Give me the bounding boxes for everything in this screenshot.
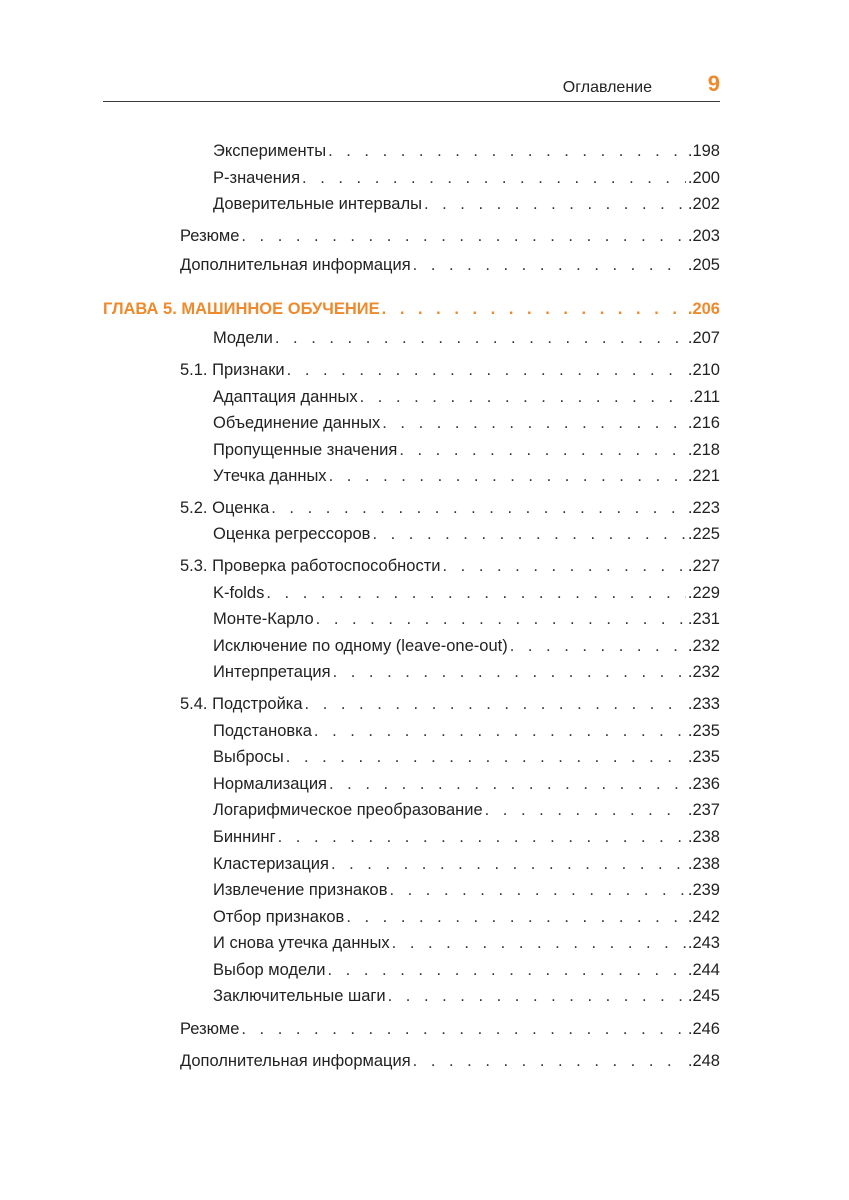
toc-entry[interactable] <box>213 934 720 956</box>
toc-entry-page: .238 <box>687 828 720 846</box>
toc-entry-page: .225 <box>687 525 720 543</box>
toc-entry[interactable] <box>213 801 720 823</box>
toc-entry-page: .231 <box>687 610 720 628</box>
toc-entry-title: Логарифмическое преобразование <box>213 801 483 819</box>
toc-entry[interactable] <box>180 256 720 278</box>
dot-leader <box>510 637 686 656</box>
toc-entry-page: .206 <box>687 300 720 318</box>
dot-leader <box>360 388 687 407</box>
dot-leader <box>287 361 686 380</box>
toc-entry-title: Эксперименты <box>213 142 327 160</box>
toc-entry-title: Кластеризация <box>213 855 329 873</box>
toc-entry-page: .239 <box>687 881 720 899</box>
toc-entry-title: Нормализация <box>213 775 327 793</box>
dot-leader <box>266 584 686 603</box>
toc-entry-title: ГЛАВА 5. МАШИННОЕ ОБУЧЕНИЕ <box>103 300 380 318</box>
toc-entry[interactable] <box>213 329 720 351</box>
toc-entry[interactable] <box>213 663 720 685</box>
toc-entry[interactable] <box>180 361 720 383</box>
toc-entry-title: Биннинг <box>213 828 276 846</box>
dot-leader <box>329 467 686 486</box>
toc-entry-title: Резюме <box>180 227 240 245</box>
toc-entry-title: Монте-Карло <box>213 610 314 628</box>
toc-entry[interactable] <box>213 610 720 632</box>
toc-entry-title: P-значения <box>213 169 301 187</box>
dot-leader <box>328 142 686 161</box>
toc-entry-page: .244 <box>687 961 720 979</box>
dot-leader <box>316 610 686 629</box>
toc-entry-page: .223 <box>687 499 720 517</box>
toc-chapter-heading[interactable] <box>103 300 720 322</box>
dot-leader <box>286 748 686 767</box>
toc-entry-page: .203 <box>687 227 720 245</box>
toc-entry-page: .233 <box>687 695 720 713</box>
dot-leader <box>241 227 686 246</box>
toc-entry-title: 5.1. Признаки <box>180 361 285 379</box>
toc-entry[interactable] <box>180 227 720 249</box>
toc-entry-page: .202 <box>687 195 720 213</box>
toc-entry[interactable] <box>213 855 720 877</box>
dot-leader <box>305 695 686 714</box>
dot-leader <box>382 414 686 433</box>
running-head-title: Оглавление <box>562 79 652 96</box>
dot-leader <box>328 961 686 980</box>
toc-entry[interactable] <box>213 828 720 850</box>
toc-entry-page: .227 <box>687 557 720 575</box>
dot-leader <box>271 499 686 518</box>
toc-entry-title: Подстановка <box>213 722 312 740</box>
toc-entry-title: Оценка регрессоров <box>213 525 371 543</box>
dot-leader <box>278 828 686 847</box>
dot-leader <box>302 169 686 188</box>
toc-entry[interactable] <box>213 722 720 744</box>
dot-leader <box>329 775 686 794</box>
toc-entry[interactable] <box>213 908 720 930</box>
toc-entry-page: .237 <box>687 801 720 819</box>
toc-entry-title: Пропущенные значения <box>213 441 398 459</box>
dot-leader <box>392 934 686 953</box>
dot-leader <box>372 525 685 544</box>
toc-entry-title: 5.4. Подстройка <box>180 695 303 713</box>
toc-entry[interactable] <box>213 388 720 410</box>
toc-entry-page: .243 <box>687 934 720 952</box>
toc-entry-page: .210 <box>687 361 720 379</box>
toc-entry-title: И снова утечка данных <box>213 934 390 952</box>
toc-entry-page: .245 <box>687 987 720 1005</box>
toc-entry-title: 5.2. Оценка <box>180 499 270 517</box>
toc-entry-page: .246 <box>687 1020 720 1038</box>
toc-entry-title: Заключительные шаги <box>213 987 386 1005</box>
toc-entry[interactable] <box>213 775 720 797</box>
page-number: 9 <box>707 71 720 96</box>
dot-leader <box>241 1020 686 1039</box>
toc-entry-page: .198 <box>687 142 720 160</box>
toc-entry-page: .236 <box>687 775 720 793</box>
dot-leader <box>331 855 686 874</box>
toc-entry-title: Адаптация данных <box>213 388 358 406</box>
toc-entry-title: Выбросы <box>213 748 284 766</box>
toc-entry[interactable] <box>213 195 720 217</box>
toc-entry-title: Доверительные интервалы <box>213 195 422 213</box>
toc-entry-page: .200 <box>687 169 720 187</box>
toc-entry[interactable] <box>213 637 720 659</box>
toc-entry-title: Отбор признаков <box>213 908 345 926</box>
toc-entry[interactable] <box>213 584 720 606</box>
toc-entry-title: Утечка данных <box>213 467 327 485</box>
toc-entry-page: .232 <box>687 637 720 655</box>
toc-entry[interactable] <box>213 467 720 489</box>
toc-entry-page: .232 <box>687 663 720 681</box>
toc-entry[interactable] <box>213 961 720 983</box>
toc-entry-page: .242 <box>687 908 720 926</box>
dot-leader <box>382 300 686 319</box>
toc-entry-page: .235 <box>687 722 720 740</box>
dot-leader <box>485 801 686 820</box>
toc-entry-page: .218 <box>687 441 720 459</box>
toc-entry[interactable] <box>213 169 720 191</box>
toc-entry[interactable] <box>180 557 720 579</box>
toc-entry[interactable] <box>213 142 720 164</box>
dot-leader <box>333 663 686 682</box>
toc-entry[interactable] <box>180 1020 720 1042</box>
dot-leader <box>314 722 686 741</box>
toc-entry[interactable] <box>213 881 720 903</box>
toc-entry-page: .211 <box>689 388 720 406</box>
toc-entry-title: Резюме <box>180 1020 240 1038</box>
toc-entry-title: Дополнительная информация <box>180 256 411 274</box>
dot-leader <box>424 195 686 214</box>
toc-entry[interactable] <box>213 414 720 436</box>
toc-entry-page: .221 <box>687 467 720 485</box>
toc-entry-page: .238 <box>687 855 720 873</box>
toc-entry-title: Исключение по одному (leave-one-out) <box>213 637 508 655</box>
dot-leader <box>389 881 685 900</box>
toc-entry-title: Интерпретация <box>213 663 331 681</box>
dot-leader <box>275 329 686 348</box>
dot-leader <box>413 1052 686 1071</box>
toc-entry-title: Выбор модели <box>213 961 326 979</box>
dot-leader <box>346 908 686 927</box>
toc-entry[interactable] <box>180 695 720 717</box>
toc-entry[interactable] <box>213 525 720 547</box>
dot-leader <box>399 441 686 460</box>
toc-entry[interactable] <box>180 499 720 521</box>
toc-entry[interactable] <box>180 1052 720 1074</box>
toc-entry-page: .248 <box>687 1052 720 1070</box>
toc-entry-page: .207 <box>687 329 720 347</box>
toc-entry-title: Дополнительная информация <box>180 1052 411 1070</box>
toc-entry-page: .235 <box>687 748 720 766</box>
toc-entry-page: .229 <box>687 584 720 602</box>
toc-entry-page: .205 <box>687 256 720 274</box>
toc-entry[interactable] <box>213 748 720 770</box>
toc-entry-page: .216 <box>687 414 720 432</box>
toc-entry[interactable] <box>213 441 720 463</box>
dot-leader <box>413 256 686 275</box>
toc-entry-title: Извлечение признаков <box>213 881 388 899</box>
toc-entry[interactable] <box>213 987 720 1009</box>
toc-entry-title: Объединение данных <box>213 414 381 432</box>
toc-entry-title: Модели <box>213 329 273 347</box>
toc-entry-title: K-folds <box>213 584 265 602</box>
dot-leader <box>388 987 686 1006</box>
toc-entry-title: 5.3. Проверка работоспособности <box>180 557 441 575</box>
dot-leader <box>443 557 686 576</box>
